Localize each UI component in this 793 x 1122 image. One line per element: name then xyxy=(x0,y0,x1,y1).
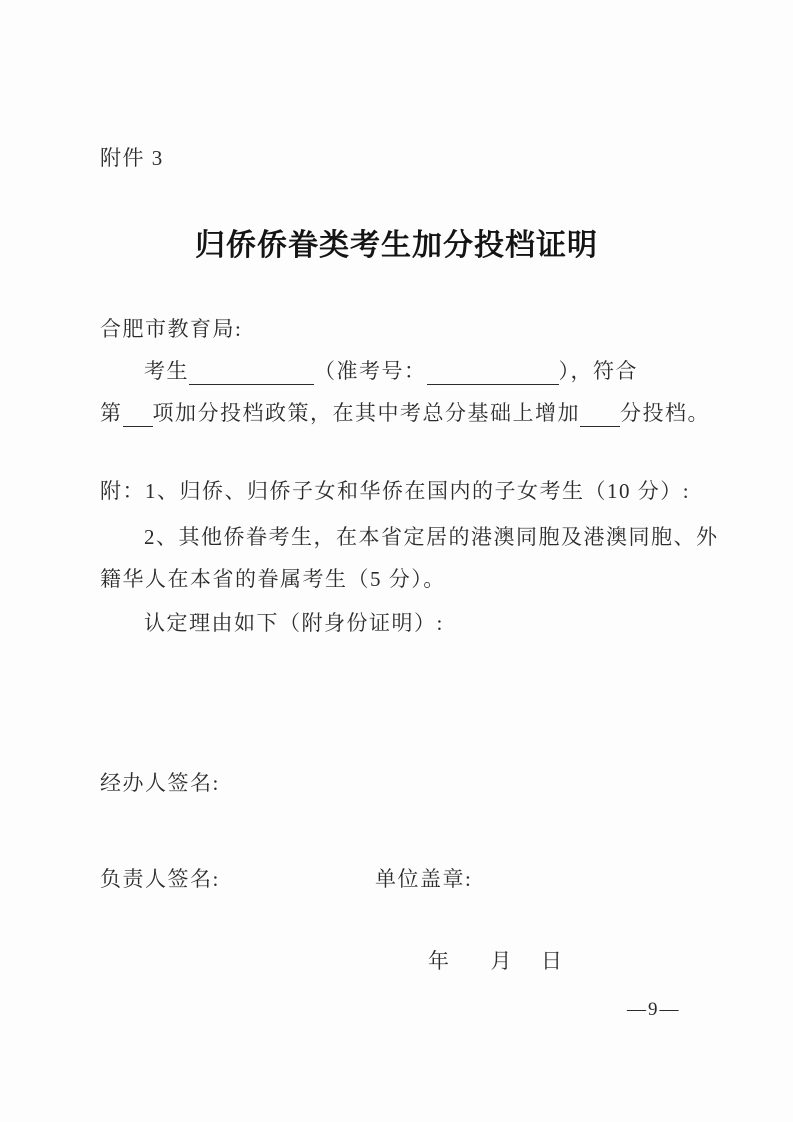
policy-line xyxy=(100,397,710,427)
reason-line: 认定理由如下（附身份证明）: xyxy=(144,611,444,635)
policy-text: 项加分投档政策，在其中考总分基础上增加 xyxy=(152,401,580,425)
date-line xyxy=(428,945,564,975)
note-item2-line1: 2、其他侨眷考生，在本省定居的港澳同胞及港澳同胞、外 xyxy=(144,525,719,549)
extra-points-blank xyxy=(580,406,620,427)
candidate-line xyxy=(144,355,638,385)
date-day-label: 日 xyxy=(541,949,564,973)
line1-suffix: ），符合 xyxy=(558,359,638,383)
candidate-name-blank xyxy=(189,364,314,385)
note-item2-line2: 籍华人在本省的眷属考生（5 分）。 xyxy=(100,567,446,591)
ticket-number-label: （准考号： xyxy=(314,359,427,383)
date-year-label: 年 xyxy=(428,949,451,973)
document-title: 归侨侨眷类考生加分投档证明 xyxy=(195,229,598,262)
handler-signature-label: 经办人签名: xyxy=(100,771,220,795)
candidate-label: 考生 xyxy=(144,359,189,383)
policy-suffix: 分投档。 xyxy=(620,401,710,425)
unit-seal-label: 单位盖章: xyxy=(375,867,473,891)
policy-item-prefix: 第 xyxy=(100,401,123,425)
date-month-label: 月 xyxy=(490,949,513,973)
policy-item-blank xyxy=(123,406,153,427)
manager-signature-label: 负责人签名: xyxy=(100,867,220,891)
attachment-label: 附件 3 xyxy=(100,146,164,170)
note-item1: 附：1、归侨、归侨子女和华侨在国内的子女考生（10 分）: xyxy=(100,479,691,503)
page-number: —9— xyxy=(627,999,681,1020)
salutation: 合肥市教育局: xyxy=(100,317,243,341)
ticket-number-blank xyxy=(427,364,559,385)
